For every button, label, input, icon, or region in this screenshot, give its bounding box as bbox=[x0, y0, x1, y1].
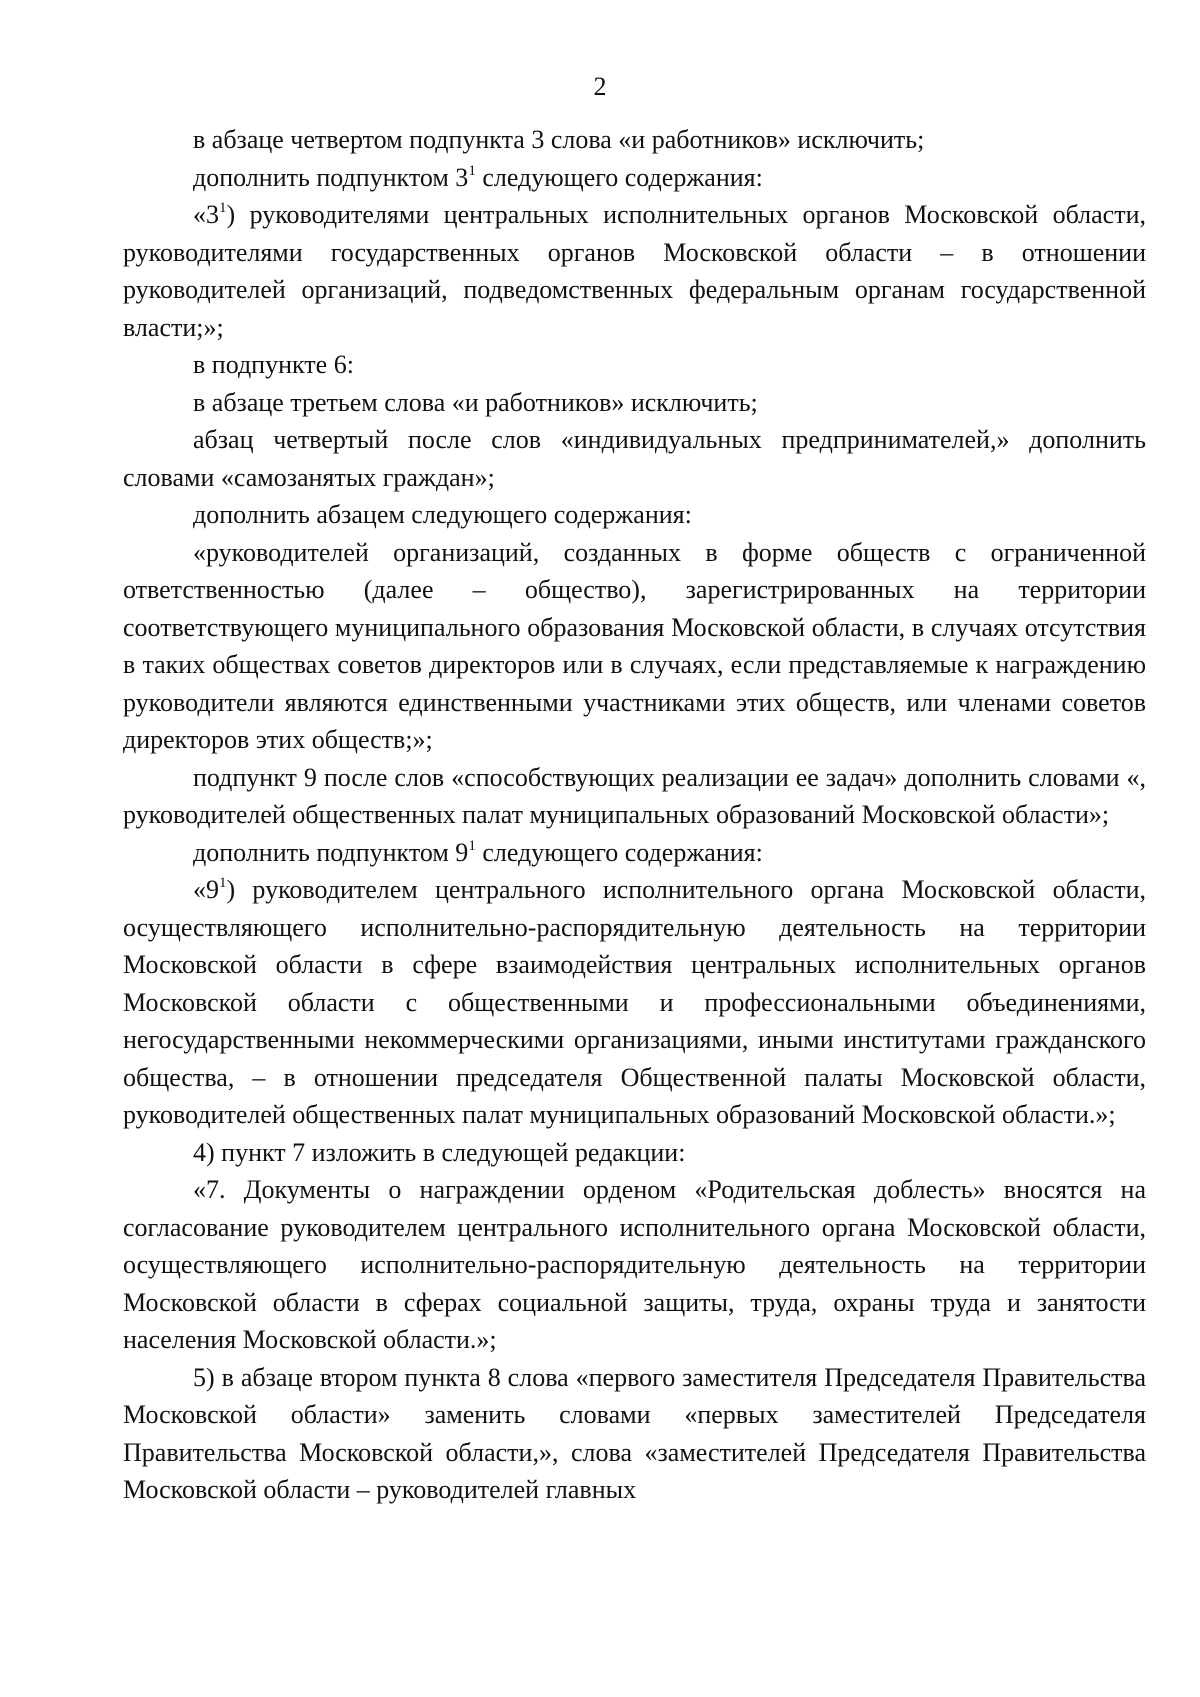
paragraph: в абзаце четвертом подпункта 3 слова «и работников» исключить; bbox=[193, 125, 925, 154]
superscript: 1 bbox=[468, 837, 476, 854]
page-number: 2 bbox=[593, 72, 607, 101]
paragraph: дополнить абзацем следующего содержания: bbox=[193, 500, 692, 529]
paragraph: подпункт 9 после слов «способствующих реализации ее задач» дополнить словами «, руководителей общественных палат муниципальных образований Московской области»; bbox=[123, 762, 1146, 829]
superscript: 1 bbox=[468, 162, 476, 179]
paragraph: абзац четвертый после слов «индивидуальных предпринимателей,» дополнить словами «самозанятых граждан»; bbox=[123, 425, 1146, 492]
paragraph: «7. Документы о награждении орденом «Родительская доблесть» вносятся на согласование руководителем центрального исполнительного органа Московской области, осуществляющего исполнительно-распорядительную деятельность на территории Московской области в сферах социальной защиты, труда, охраны труда и занятости населения Московской области.»; bbox=[123, 1175, 1146, 1354]
superscript: 1 bbox=[219, 875, 227, 892]
paragraph: 5) в абзаце втором пункта 8 слова «первого заместителя Председателя Правительства Московской области» заменить словами «первых заместителей Председателя Правительства Московской области,», слова «заместителей Председателя Правительства Московской области – руководителей главных bbox=[123, 1362, 1146, 1504]
paragraph: «руководителей организаций, созданных в форме обществ с ограниченной ответственностью (далее – общество), зарегистрированных на территории соответствующего муниципального образования Московской области, в случаях отсутствия в таких обществах советов директоров или в случаях, если представляемые к награждению руководители являются единственными участниками этих обществ, или членами советов директоров этих обществ;»; bbox=[123, 537, 1146, 754]
paragraph: 4) пункт 7 изложить в следующей редакции: bbox=[193, 1137, 686, 1167]
paragraph: дополнить подпунктом $3^1$ следующего содержания: bbox=[193, 162, 763, 192]
paragraph: дополнить подпунктом $9^1$ следующего содержания: bbox=[193, 837, 763, 867]
document-body bbox=[123, 121, 1146, 1509]
paragraph: «$3^1$) руководителями центральных исполнительных органов Московской области, руководителями государственных органов Московской области – в отношении руководителей организаций, подведомственных федеральным органам государственной власти;»; bbox=[123, 200, 1146, 342]
paragraph: «$9^1$) руководителем центрального исполнительного органа Московской области, осуществляющего исполнительно-распорядительную деятельность на территории Московской области в сфере взаимодействия центральных исполнительных органов Московской области с общественными и профессиональными объединениями, негосударственными некоммерческими организациями, иными институтами гражданского общества, – в отношении председателя Общественной палаты Московской области, руководителей общественных палат муниципальных образований Московской области.»; bbox=[123, 875, 1146, 1129]
paragraph: в абзаце третьем слова «и работников» исключить; bbox=[193, 387, 758, 417]
superscript: 1 bbox=[219, 200, 227, 217]
paragraph: в подпункте 6: bbox=[193, 350, 354, 379]
